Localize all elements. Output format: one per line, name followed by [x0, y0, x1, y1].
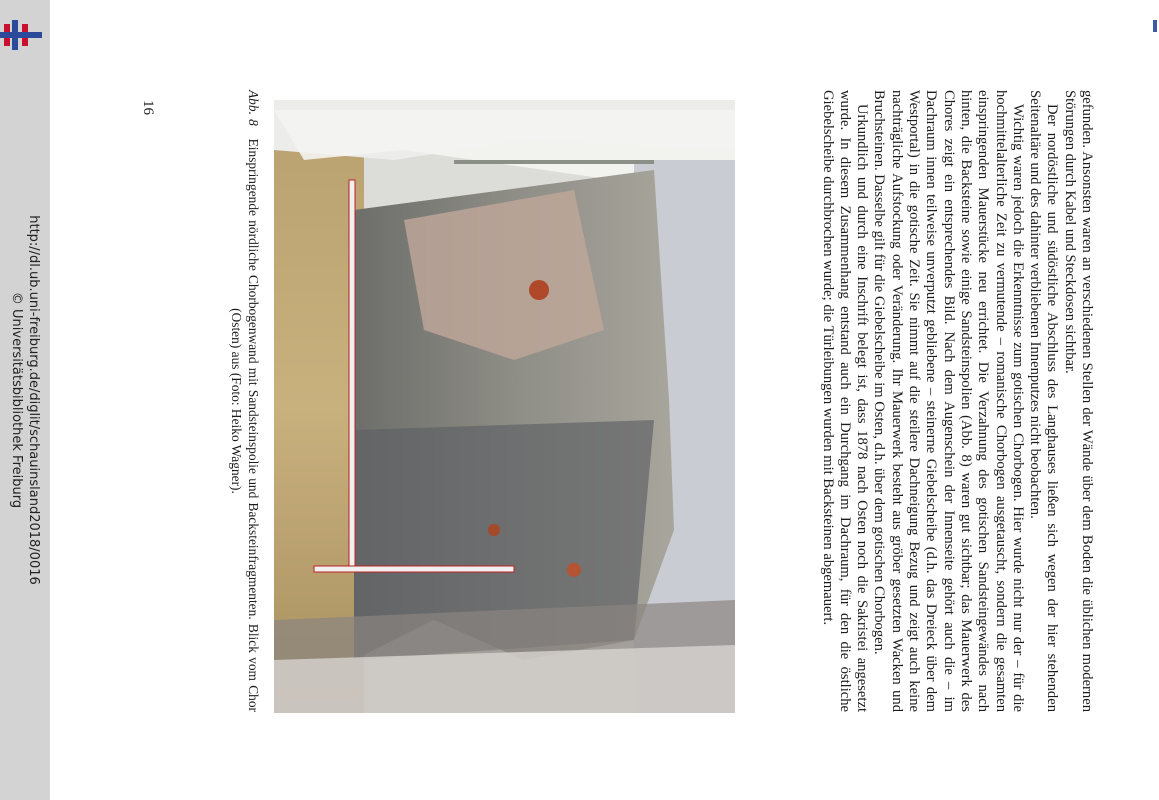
paragraph-4: Urkundlich und durch eine Inschrift belegt ist, dass 1878 nach Osten noch die Sakristei angesetzt wurde. In diesem Zusammenhang entstand auch ein Durchgang im Dachraum, für den die östliche Giebelscheibe durchbrochen wurde; die Türleibungen wurden mit Backsteinen abgemauert. [819, 90, 871, 712]
figure-label: Abb. 8 [246, 90, 261, 126]
figure-caption [228, 90, 262, 712]
body-text [818, 90, 1095, 712]
paragraph-3: Wichtig waren jedoch die Erkenntnisse zum gotischen Chorbogen. Hier wurde nicht nur der – für die hochmittelalterliche Zeit zu vermutende – romanische Chorbogen ausgetauscht, sondern die gesamten einspringenden Mauerstücke neu errichtet. Die Verzahnung des gotischen Sandsteingewändes nach hinten, die Backsteine sowie einige Sandsteinspolien (Abb. 8) waren gut sichtbar; das Mauerwerk des Chores zeigt ein entsprechendes Bild. Nach dem Augenschein der Innenseite gehört auch die – im Dachraum innen teilweise unverputzt gebliebene – steinerne Giebelscheibe (d.h. das Dreieck über dem Westportal) in die gotische Zeit. Sie nimmt auf die steilere Dachneigung Bezug und zeigt auch keine nachträgliche Aufstockung oder Veränderung. Ihr Mauerwerk besteht aus gröber gesetzten Wacken und Bruchsteinen. Dasselbe gilt für die Giebelscheibe im Osten, d.h. über dem gotischen Chorbogen. [871, 90, 1026, 712]
scanned-page [50, 0, 1159, 800]
page-edge-mark [1153, 20, 1157, 32]
page-number: 16 [140, 100, 156, 115]
figure-caption-text: Einspringende nördliche Chorbogenwand mit Sandsteinspolie und Backsteinfragmenten. Blick vom Chor (Osten) aus (Foto: Heiko Wagner). [229, 138, 261, 713]
sidebar-source [0, 0, 50, 800]
copyright-notice: © Universitätsbibliothek Freiburg [9, 291, 24, 509]
paragraph-1: gefunden. Ansonsten waren an verschiedenen Stellen der Wände über dem Boden die üblichen modernen Störungen durch Kabel und Steckdosen sichtbar. [1061, 90, 1095, 712]
paragraph-2: Der nordöstliche und südöstliche Abschluss des Langhauses ließen sich wegen der hier stehenden Seitenaltäre und des dahinter verbliebenen Innenputzes nicht beobachten. [1027, 90, 1061, 712]
source-url-link[interactable]: http://dl.ub.uni-freiburg.de/diglit/schauinsland2018/0016 [26, 215, 41, 585]
viewer-sidebar [0, 0, 50, 800]
figure-photo [274, 100, 735, 713]
